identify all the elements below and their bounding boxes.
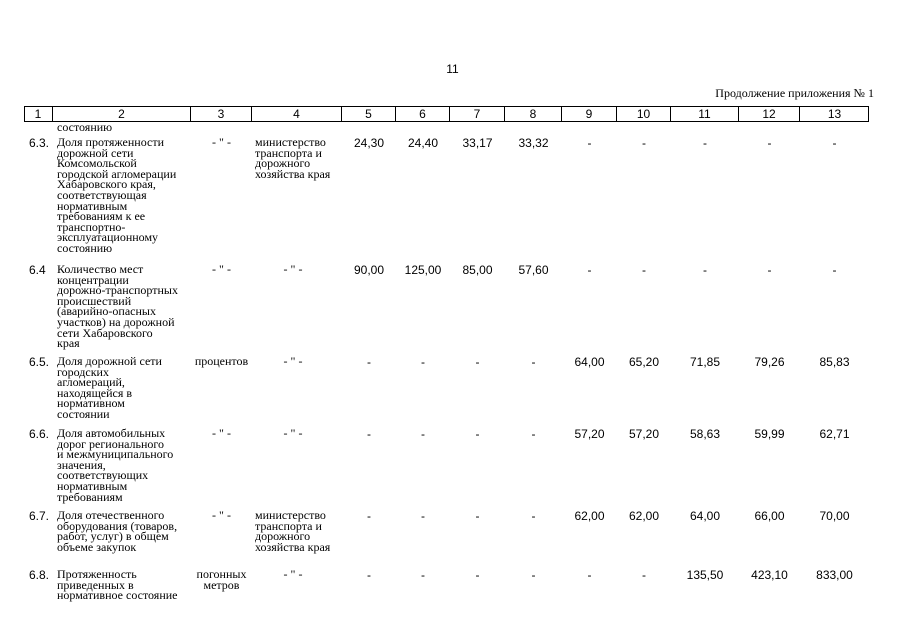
- carry-over-text: состоянию: [57, 120, 113, 134]
- value-cell: 85,83: [819, 355, 850, 369]
- value-cell: 423,10: [751, 568, 788, 582]
- value-cell: 79,26: [754, 355, 785, 369]
- value-cell: -: [642, 263, 646, 277]
- value-cell: -: [587, 136, 592, 150]
- executor-cell: министерство транспорта и дорожного хозяйства края: [255, 135, 331, 181]
- column-header-3: 3: [191, 107, 252, 121]
- value-cell: -: [587, 568, 592, 582]
- value-cell: -: [421, 568, 425, 582]
- row-index: 6.5.: [29, 355, 50, 369]
- column-header-11: 11: [671, 107, 739, 121]
- value-cell: 24,40: [407, 136, 439, 150]
- value-cell: -: [642, 136, 646, 150]
- executor-cell: - " -: [283, 567, 303, 581]
- unit-cell: процентов: [194, 354, 249, 368]
- value-cell: 57,20: [574, 427, 605, 441]
- value-cell: 58,63: [689, 427, 721, 441]
- indicator-name: Доля отечественного оборудования (товаров, работ, услуг) в общем объеме закупок: [57, 508, 178, 554]
- value-cell: -: [642, 568, 646, 582]
- value-cell: 57,60: [518, 263, 549, 277]
- value-cell: 64,00: [574, 355, 605, 369]
- executor-cell: министерство транспорта и дорожного хозяйства края: [255, 508, 331, 554]
- value-cell: -: [703, 136, 707, 150]
- unit-cell: - " -: [212, 426, 231, 440]
- value-cell: -: [767, 136, 772, 150]
- column-header-1: 1: [24, 107, 53, 121]
- value-cell: 85,00: [462, 263, 493, 277]
- value-cell: -: [421, 509, 425, 523]
- value-cell: -: [421, 355, 425, 369]
- unit-cell: погонных метров: [196, 567, 247, 592]
- value-cell: -: [767, 263, 772, 277]
- value-cell: 135,50: [686, 568, 724, 582]
- value-cell: 62,00: [574, 509, 605, 523]
- executor-cell: - " -: [283, 426, 303, 440]
- column-header-4: 4: [252, 107, 342, 121]
- column-header-8: 8: [505, 107, 562, 121]
- value-cell: 33,32: [518, 136, 549, 150]
- value-cell: -: [475, 427, 480, 441]
- value-cell: -: [531, 355, 536, 369]
- value-cell: 125,00: [404, 263, 442, 277]
- column-header-7: 7: [450, 107, 505, 121]
- value-cell: -: [531, 568, 536, 582]
- value-cell: 24,30: [353, 136, 385, 150]
- value-cell: -: [531, 509, 536, 523]
- column-header-10: 10: [617, 107, 671, 121]
- page-number: 11: [446, 62, 459, 76]
- executor-cell: - " -: [283, 354, 303, 368]
- value-cell: -: [367, 568, 371, 582]
- value-cell: 62,00: [628, 509, 660, 523]
- value-cell: -: [703, 263, 707, 277]
- continuation-label: Продолжение приложения № 1: [715, 86, 874, 100]
- value-cell: 64,00: [689, 509, 721, 523]
- unit-cell: - " -: [212, 508, 231, 522]
- value-cell: -: [475, 509, 480, 523]
- value-cell: 62,71: [819, 427, 850, 441]
- value-cell: 59,99: [754, 427, 785, 441]
- row-index: 6.7.: [29, 509, 50, 523]
- value-cell: 65,20: [628, 355, 660, 369]
- value-cell: -: [475, 355, 480, 369]
- table-header-row: [24, 106, 869, 122]
- row-index: 6.6.: [29, 427, 50, 441]
- column-header-2: 2: [53, 107, 191, 121]
- value-cell: 90,00: [353, 263, 385, 277]
- indicator-name: Количество мест концентрации дорожно-транспортных происшествий (аварийно-опасных участков) на дорожной сети Хабаровского края: [57, 262, 178, 351]
- column-header-12: 12: [739, 107, 800, 121]
- indicator-name: Доля автомобильных дорог регионального и межмуниципального значения, соответствующих нормативным требованиям: [57, 426, 174, 504]
- unit-cell: - " -: [212, 135, 231, 149]
- value-cell: -: [421, 427, 425, 441]
- row-index: 6.4: [29, 263, 46, 277]
- value-cell: 70,00: [819, 509, 850, 523]
- value-cell: -: [367, 427, 371, 441]
- value-cell: 33,17: [462, 136, 493, 150]
- value-cell: 57,20: [628, 427, 660, 441]
- executor-cell: - " -: [283, 262, 303, 276]
- value-cell: 833,00: [816, 568, 853, 582]
- column-header-5: 5: [342, 107, 396, 121]
- value-cell: 66,00: [754, 509, 785, 523]
- value-cell: -: [587, 263, 592, 277]
- row-index: 6.3.: [29, 136, 50, 150]
- value-cell: -: [832, 263, 837, 277]
- value-cell: -: [367, 509, 371, 523]
- value-cell: -: [367, 355, 371, 369]
- column-header-13: 13: [827, 107, 842, 121]
- column-header-6: 6: [396, 107, 450, 121]
- value-cell: -: [475, 568, 480, 582]
- indicator-name: Доля дорожной сети городских агломераций, находящейся в нормативном состоянии: [57, 354, 162, 421]
- value-cell: -: [832, 136, 837, 150]
- indicator-name: Протяженность приведенных в нормативное состояние: [57, 567, 178, 603]
- indicator-name: Доля протяженности дорожной сети Комсомольской городской агломерации Хабаровского края, соответствующая нормативным требованиям к ее транспортно- эксплуатационному состоянию: [57, 135, 177, 255]
- row-index: 6.8.: [29, 568, 50, 582]
- value-cell: -: [531, 427, 536, 441]
- column-header-9: 9: [562, 107, 617, 121]
- unit-cell: - " -: [212, 262, 231, 276]
- value-cell: 71,85: [689, 355, 721, 369]
